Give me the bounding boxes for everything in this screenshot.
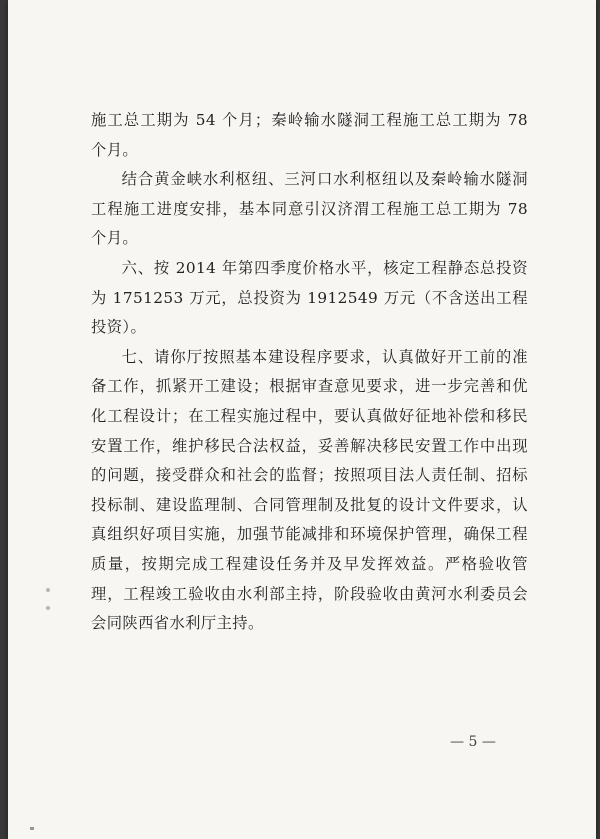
paragraph-4: 七、请你厅按照基本建设程序要求，认真做好开工前的准备工作，抓紧开工建设；根据审查意见要求，进一步完善和优化工程设计；在工程实施过程中，要认真做好征地补偿和移民安置工作，维护移民合法权益，妥善解决移民安置工作中出现的问题，接受群众和社会的监督；按照项目法人责任制、招标投标制、建设监理制、合同管理制及批复的设计文件要求，认真组织好项目实施，加强节能减排和环境保护管理，确保工程质量，按期完成工程建设任务并及早发挥效益。严格验收管理，工程竣工验收由水利部主持，阶段验收由黄河水利委员会会同陕西省水利厅主持。	[91, 347, 528, 633]
paragraph-1: 施工总工期为 54 个月；秦岭输水隧洞工程施工总工期为 78 个月。	[91, 111, 528, 159]
scan-corner-mark	[30, 827, 34, 830]
paragraph-3: 六、按 2014 年第四季度价格水平，核定工程静态总投资为 1751253 万元，总投资为 1912549 万元（不含送出工程投资）。	[91, 258, 528, 337]
page-number: — 5 —	[450, 734, 496, 750]
document-body	[91, 106, 528, 639]
scan-speck	[46, 606, 50, 610]
scan-speck	[46, 588, 50, 592]
paragraph-2: 结合黄金峡水利枢纽、三河口水利枢纽以及秦岭输水隧洞工程施工进度安排，基本同意引汉济渭工程施工总工期为 78 个月。	[91, 170, 528, 248]
document-page	[8, 0, 596, 839]
